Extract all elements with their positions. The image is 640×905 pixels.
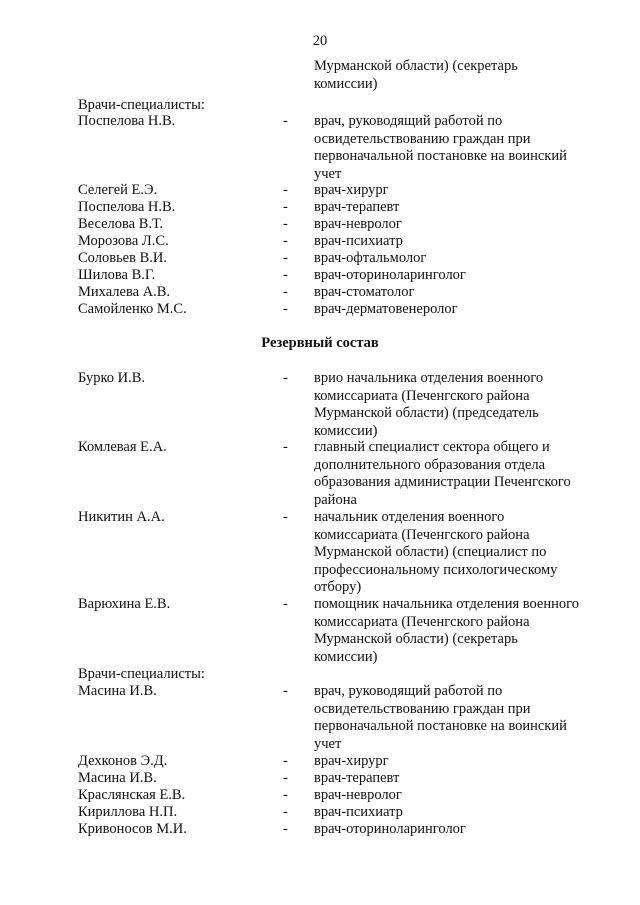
member-role: врач-дерматовенеролог [314,301,458,317]
text-line: освидетельствованию граждан при [314,700,531,717]
text-line: врач, руководящий работой по [314,683,503,699]
text-line: учет [314,165,342,182]
page-number: 20 [312,33,328,49]
text-line: врач, руководящий работой по [314,113,503,129]
text-line: образования администрации Печенгского [314,474,571,490]
member-role: врач-терапевт [314,199,400,215]
member-dash: - [283,182,288,198]
member-dash: - [283,804,288,820]
member-name: Краслянская Е.В. [78,787,186,803]
member-dash: - [283,509,288,525]
member-name: Комлевая Е.А. [78,439,167,455]
member-dash: - [283,301,288,317]
member-dash: - [283,370,288,386]
text-line: главный специалист сектора общего и [314,439,550,455]
member-dash: - [283,596,288,612]
member-name: Шилова В.Г. [78,267,156,283]
member-dash: - [283,267,288,283]
member-role [314,683,567,753]
text-line: Мурманской области) (секретарь [314,631,518,647]
member-role: врач-хирург [314,753,389,769]
member-dash: - [283,439,288,455]
member-name: Веселова В.Т. [78,216,164,232]
top-continuation [314,58,614,93]
member-name: Дехконов Э.Д. [78,753,168,769]
member-role [314,509,557,597]
member-name: Соловьев В.И. [78,250,167,266]
member-name: Михалева А.В. [78,284,171,300]
member-role: врач-терапевт [314,770,400,786]
member-name: Поспелова Н.В. [78,199,176,215]
member-role [314,370,543,440]
text-line: комиссариата (Печенгского района [314,613,530,630]
member-dash: - [283,753,288,769]
text-line: комиссии) [314,422,378,439]
text-line: района [314,491,357,508]
member-role: врач-невролог [314,787,402,803]
text-line: Мурманской области) (секретарь [314,58,518,74]
text-line: комиссариата (Печенгского района [314,526,530,543]
member-dash: - [283,216,288,232]
text-line: комиссии) [314,648,378,665]
text-line: профессиональному психологическому [314,561,558,578]
member-role [314,596,579,666]
member-role [314,113,567,183]
member-name: Селегей Е.Э. [78,182,158,198]
text-line: комиссии) [314,75,378,92]
member-role [314,439,571,509]
member-name: Кривоносов М.И. [78,821,187,837]
text-line: врио начальника отделения военного [314,370,544,386]
member-name: Морозова Л.С. [78,233,169,249]
member-dash: - [283,821,288,837]
text-line: Мурманской области) (председатель [314,405,539,421]
text-line: первоначальной постановке на воинский [314,148,567,164]
section-heading-specialists: Врачи-специалисты: [78,666,205,682]
text-line: дополнительного образования отдела [314,456,546,473]
member-name: Варюхина Е.В. [78,596,171,612]
text-line: комиссариата (Печенгского района [314,387,530,404]
member-name: Бурко И.В. [78,370,146,386]
text-line: учет [314,735,342,752]
member-name: Масина И.В. [78,770,157,786]
text-line: начальник отделения военного [314,509,505,525]
text-line: первоначальной постановке на воинский [314,718,567,734]
member-dash: - [283,113,288,129]
member-name: Кириллова Н.П. [78,804,178,820]
member-role: врач-хирург [314,182,389,198]
member-role: врач-оториноларинголог [314,267,466,283]
section-heading-specialists: Врачи-специалисты: [78,97,205,113]
member-role: врач-стоматолог [314,284,415,300]
section-title-reserve: Резервный состав [261,335,379,351]
member-role: врач-психиатр [314,804,403,820]
member-role: врач-психиатр [314,233,403,249]
member-name: Самойленко М.С. [78,301,187,317]
text-line: Мурманской области) (специалист по [314,544,547,560]
member-name: Поспелова Н.В. [78,113,176,129]
member-dash: - [283,787,288,803]
text-line: освидетельствованию граждан при [314,130,531,147]
member-dash: - [283,770,288,786]
member-name: Никитин А.А. [78,509,165,525]
text-line: отбору) [314,579,362,595]
member-name: Масина И.В. [78,683,157,699]
member-dash: - [283,683,288,699]
member-dash: - [283,199,288,215]
member-role: врач-офтальмолог [314,250,427,266]
member-dash: - [283,250,288,266]
member-role: врач-невролог [314,216,402,232]
text-line: помощник начальника отделения военного [314,596,579,612]
member-dash: - [283,284,288,300]
member-role: врач-оториноларинголог [314,821,466,837]
member-dash: - [283,233,288,249]
